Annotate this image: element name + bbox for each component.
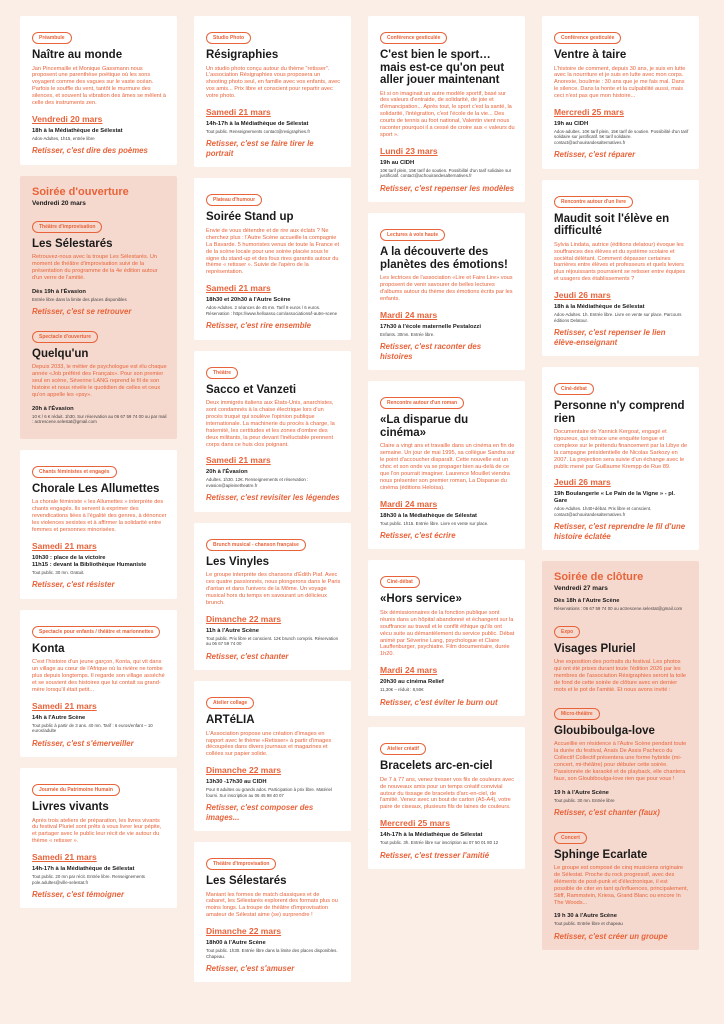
soiree-event (32, 215, 167, 317)
event-date: Mardi 24 mars (380, 665, 438, 676)
category-tag: Théâtre d'improvisation (206, 858, 276, 870)
category-tag: Atelier créatif (380, 743, 426, 755)
event-title: Les Sélestarés (206, 875, 287, 888)
event-slogan: Retisser, c'est reprendre le fil d'une histoire éclatée (554, 522, 686, 541)
soiree-info: Réservations : 06 67 59 74 00 ou actrescene.selestat@gmail.com (554, 606, 683, 612)
event-slogan: Retisser, c'est revisiter les légendes (206, 493, 340, 503)
category-tag: Ciné-débat (554, 383, 594, 395)
event-description: Documentaire de Yannick Kergoat, engagé et rigoureux, qui retrace une enquête longue et complexe sur le prétendu financement par la Libye de la campagne présidentielle de Nicolas Sarkozy en 2007. La projection sera suivie d'un échange avec le public mené par Guillaume Krempp de Rue 89. (554, 429, 688, 470)
event-slogan: Retisser, c'est raconter des histoires (380, 342, 482, 361)
event-card (368, 16, 525, 202)
event-description: Depuis 2033, le métier de psychologue est élu chaque année «Job préféré des Français». Pour son premier seul en scène, Séverine LANG reprend le fil de son histoire et nous révèle le quotidien de celles et ceux qu'on appelle les «psy». (32, 364, 167, 398)
event-info: Tout public. Renseignements contact@resigraphies.fr (206, 129, 311, 135)
event-slogan: Retisser, c'est chanter (206, 651, 289, 661)
category-tag: Rencontre autour d'un roman (380, 397, 464, 409)
event-slogan: Retisser, c'est repenser le lien élève-enseignant (554, 328, 666, 347)
soiree-event (554, 620, 689, 694)
event-title: Chorale Les Allumettes (32, 482, 160, 495)
category-tag: Spectacle d'ouverture (32, 331, 98, 343)
event-slogan: Retisser, c'est s'émerveiller (32, 738, 134, 748)
event-date: Samedi 21 mars (206, 283, 271, 294)
soiree-event (554, 826, 689, 942)
event-date: Samedi 21 mars (206, 107, 271, 118)
event-description: Et si on imaginait un autre modèle sportif, basé sur des valeurs d'entraide, de solidarité, de joie et d'émancipation... Après tout, le sport c'est la santé, la solidarité, l'intégration, c'est l'école de la vie... Des courts de tennis au foot national, Valentin vient nous raconter pourquoi il a cessé de croire aux « valeurs du sport ». (380, 90, 515, 138)
event-slogan: Retisser, c'est dire des poèmes (32, 146, 148, 156)
event-slogan: Retisser, c'est créer un groupe (554, 931, 668, 941)
event-info: 10 € / 6 € réduit. 1h30. Sur réservation au 06 67 59 74 00 ou par mail : actrescene.selestat@gmail.com (32, 413, 167, 425)
event-slogan: Retisser, c'est témoigner (32, 889, 124, 899)
event-description: L'histoire de comment, depuis 30 ans, je suis en lutte avec la nourriture et je suis en lutte avec mon corps. Anorexie, boulimie : 30 ans que je me fais mal. Dans le silence. Dans la honte et la culpabilité aussi, mais ceci n'est pas que mon histoire... (554, 65, 686, 100)
event-description: Claire a vingt ans et travaille dans un cinéma en fin de semaine. Un jour de mai 1995, sa collègue Sandra sur le point d'accoucher disparaît. Cette nouvelle est un choc et son onde va se propager bien au-delà de ce que l'on pourrait imaginer. Laurence Mouillet viendra nous présenter son premier roman, La Disparue du cinéma (éditions Heloïsa). (380, 443, 515, 491)
event-description: Six démissionnaires de la fonction publique sont réunis dans un hôpital abandonné et échangent sur la souffrance au travail et le conflit éthique qu'ils ont vécu suite au démantèlement du service public. Débat animé par Séverine Lang, psychologue et Claire Lauffenburger, psychiatre. Film documentaire, durée 1h20. (380, 609, 515, 658)
category-tag: Studio Photo (206, 32, 251, 44)
event-info: Tout public. 3h. Entrée libre sur inscription au 07 50 01 80 12 (380, 840, 499, 846)
event-time: 18h00 à l'Autre Scène (206, 940, 266, 947)
event-time: 14h-17h à la Médiathèque de Sélestat (32, 866, 135, 873)
event-date: Samedi 21 mars (32, 700, 97, 711)
event-slogan: Retisser, c'est chanter (faux) (554, 808, 660, 818)
event-info: Ados-Adultes. 1h40+débat. Prix libre et conscient. contact@achouirandesalternatives.fr (554, 506, 652, 517)
event-slogan: Retisser, c'est tresser l'amitié (380, 850, 490, 860)
event-card (368, 727, 525, 869)
event-slogan: Retisser, c'est se retrouver (32, 307, 132, 317)
event-time: 14h-17h à la Médiathèque de Sélestat (206, 121, 309, 128)
event-card (194, 178, 351, 339)
event-title: Les Vinyles (206, 555, 270, 568)
event-slogan: Retisser, c'est rire ensemble (206, 321, 312, 331)
event-time: 18h à la Médiathèque de Sélestat (32, 127, 123, 134)
column-3 (368, 16, 525, 880)
soiree-date: Vendredi 20 mars (32, 199, 86, 207)
category-tag: Théâtre (206, 367, 238, 379)
event-slogan: Retisser, c'est écrire (380, 530, 456, 540)
event-description: Envie de vous détendre et de rire aux éclats ? Ne cherchez plus : l'Autre Scène accueille la compagnie La Bavarde. 5 humoristes venus de toute la France et de la scène locale pour une soirée placée sous le signe du stand-up et des fous rires garantis autour du thème « retisser ». Suivie de l'apéro de la représentation. (206, 227, 340, 276)
event-description: Les lectrices de l'association «Lire et Faire Lire» vous proposent de venir savourer de belles lectures d'albums autour du thème des émotions écrits par les enfants. (380, 275, 513, 302)
event-description: Après trois ateliers de préparation, les livres vivants du festival Pluriel sont prêts à vous livrer leur pépite, et partager avec le public leur récit de vie autour du thème « retisser ». (32, 817, 162, 845)
event-description: Un studio photo conçu autour du thème "retisser". L'association Résigraphies vous proposera un shooting photo seul, en famille avec vos enfants, avec vos amis... Prix libre et conscient pour repartir avec votre photo. (206, 65, 341, 100)
event-description: La chorale féministe « les Allumettes » interprète des chants engagés. Ils servent à exprimer des revendications liées à l'égalité des genres, à dénoncer les violences sexistes et à affirmer la solidarité entre femmes et personnes minorisées. (32, 499, 167, 533)
event-time: 18h30 à la Médiathèque de Sélestat (380, 512, 477, 519)
event-card (194, 842, 351, 982)
event-title: ARTéLIA (206, 714, 255, 727)
event-info: Tout public. Prix libre et conscient. 12€ brunch compris. Réservation au 06 67 59 74 00 (206, 635, 339, 647)
event-date: Jeudi 26 mars (554, 290, 611, 301)
event-info: Tout public. 30 mn. Entrée libre (554, 797, 615, 803)
event-time: 14h-17h à la Médiathèque de Sélestat (380, 832, 483, 839)
column-2 (194, 16, 351, 993)
event-title: Sacco et Vanzeti (206, 383, 297, 396)
event-description: Retrouvez-nous avec la troupe Les Sélestarés. Un moment de théâtre d'improvisation suivi de la présentation du programme de la 4e édition autour d'un verre de l'amitié. (32, 254, 158, 282)
event-time: 19 h à l'Autre Scène (554, 789, 609, 796)
event-info: Tout public. 1h15. Entrée libre. Livre en vente sur place. (380, 520, 489, 526)
category-tag: Expo (554, 626, 580, 638)
event-title: Ventre à taire (554, 49, 627, 61)
event-title: Les Sélestarés (32, 237, 113, 250)
event-card (542, 180, 699, 356)
event-card (20, 450, 177, 599)
event-card (20, 16, 177, 165)
event-description: Deux immigrés italiens aux États-Unis, anarchistes, sont condamnés à la chaise électrique lors d'un procès truqué qui soulève l'opinion publique internationale. La machinerie du procès à charge, la fraternité, les certitudes et les zones d'ombre des deux militants, la peur devant l'inéluctable prennent corps dans ce huis clos poignant. (206, 400, 335, 448)
event-date: Jeudi 26 mars (554, 477, 611, 488)
soiree-card (20, 176, 177, 439)
event-card (20, 768, 177, 908)
event-card (20, 610, 177, 757)
event-title: Livres vivants (32, 801, 109, 813)
event-time: 17h30 à l'école maternelle Pestalozzi (380, 323, 481, 330)
category-tag: Conférence gesticulée (554, 32, 621, 44)
event-time: 19h Boulangerie « Le Pain de la Vigne » - pl. Gare (554, 491, 676, 505)
event-title: C'est bien le sport… mais est-ce qu'on peut aller jouer maintenant (380, 49, 505, 86)
event-time: 20h à l'Évasion (32, 405, 74, 412)
event-info: Ados-Adultes. 1h. Entrée libre. Livre en vente sur place. Parcours éditions Delatour. (554, 312, 682, 323)
event-title: Naître au monde (32, 49, 123, 61)
event-time: Dès 19h à l'Évasion (32, 288, 86, 295)
event-title: «La disparue du cinéma» (380, 414, 469, 439)
category-tag: Micro-théâtre (554, 708, 600, 720)
event-info: Adultes. 1h30. 12€. Renseignements et réservation : evasion@apleinetheatre.fr (206, 477, 309, 488)
event-title: A la découverte des planètes des émotions! (380, 246, 508, 271)
event-title: «Hors service» (380, 593, 462, 606)
soiree-event (32, 325, 167, 425)
event-card (368, 381, 525, 549)
event-date: Mardi 24 mars (380, 498, 438, 509)
event-info: Entrée libre dans la limite des places disponibles (32, 296, 127, 302)
category-tag: Brunch musical - chanson française (206, 539, 306, 551)
category-tag: Plateau d'humour (206, 194, 262, 206)
event-date: Samedi 21 mars (206, 455, 271, 466)
event-title: Résigraphies (206, 49, 279, 61)
event-time: 10h30 : place de la victoire 11h15 : devant la Bibliothèque Humaniste (32, 554, 147, 568)
event-date: Mercredi 25 mars (380, 818, 450, 829)
event-card (194, 681, 351, 831)
event-time: 19 h 30 à l'Autre Scène (554, 913, 617, 920)
event-time: 14h à l'Autre Scène (32, 714, 86, 721)
category-tag: Spectacle pour enfants / théâtre et marionnettes (32, 626, 160, 638)
category-tag: Théâtre d'improvisation (32, 221, 102, 233)
event-card (542, 16, 699, 169)
soiree-title: Soirée de clôture (554, 571, 644, 584)
category-tag: Préambule (32, 32, 72, 44)
soiree-card (542, 561, 699, 950)
event-card (368, 213, 525, 370)
event-description: Le groupe est composé de cinq musiciens originaire de Sélestat. Proche du rock progressif, avec des éléments de post-punk et d'électronique, il est possible de citer en tant qu'influences, principalement, Stiff, Rammstein, Kriesa, Grand Blanc ou encore In The Woods... (554, 865, 689, 906)
event-date: Samedi 21 mars (32, 852, 97, 863)
event-info: Ados-adultes. 10€ tarif plein, 15€ tarif de soutien. Possibilité d'un tarif solidaire sur justificatif. 5€ tarif solidaire. contact@achouirandesalternatives.fr (554, 129, 689, 145)
event-title: Soirée Stand up (206, 211, 294, 224)
event-slogan: Retisser, c'est se faire tirer le portrait (206, 139, 314, 158)
event-date: Lundi 23 mars (380, 145, 438, 156)
column-4 (542, 16, 699, 961)
category-tag: Chants féministes et engagés (32, 466, 117, 478)
event-slogan: Retisser, c'est repenser les modèles (380, 183, 515, 193)
event-description: Une exposition des portraits du festival. Les photos qui ont été prises durant toute l'édition 2026 par les membres de l'association Résigraphies seront la toile de fond de cette soirée de clôture avec en dernier mots et le pot de l'amitié. Et nous avons invité : (554, 659, 686, 693)
event-date: Dimanche 22 mars (206, 765, 282, 776)
event-info: Pour 8 adultes ou grands ados. Participation à prix libre. Matériel fourni. Sur inscription au 06 45 98 40 07 (206, 787, 332, 798)
event-slogan: Retisser, c'est réparer (554, 150, 636, 160)
category-tag: Atelier collage (206, 697, 254, 709)
event-card (542, 367, 699, 550)
event-slogan: Retisser, c'est éviter le burn out (380, 697, 498, 707)
category-tag: Rencontre autour d'un livre (554, 196, 633, 208)
event-slogan: Retisser, c'est résister (32, 580, 115, 590)
event-title: Sphinge Ecarlate (554, 848, 648, 861)
event-info: Tout public. 30 mn. Gratuit. (32, 569, 85, 575)
event-info: Ados-Adultes, 1h15, entrée libre (32, 135, 95, 141)
event-title: Visages Pluriel (554, 642, 636, 655)
event-title: Bracelets arc-en-ciel (380, 760, 493, 773)
event-time: 20h à l'Évasion (206, 469, 248, 476)
event-title: Konta (32, 642, 65, 655)
event-info: Tout public. 1h30. Entrée libre dans la limite des places disponibles. Chapeau. (206, 948, 338, 959)
column-1 (20, 16, 177, 919)
event-date: Vendredi 20 mars (32, 113, 103, 124)
event-time: 19h au CIDH (554, 121, 589, 128)
event-info: 10€ tarif plein, 15€ tarif de soutien. Possibilité d'un tarif solidaire sur justificatif. contact@achouirandesalternatives.fr (380, 167, 512, 179)
event-slogan: Retisser, c'est s'amuser (206, 963, 295, 973)
category-tag: Conférence gesticulée (380, 32, 447, 44)
category-tag: Concert (554, 832, 587, 844)
event-description: Maniant les formes de match classiques et de cabaret, les Sélestarés explorent des formats plus ou moins longs. La troupe de théâtre d'improvisation amateur de Sélestat aime (se) surprendre ! (206, 891, 338, 919)
event-info: Ados-Adultes. 2 séances de 45 mn. Tarif 8 euros / 6 euros. Réservation : https://www.helloasso.com/associations/l-autre-scene (206, 305, 338, 316)
event-time: 18h à la Médiathèque de Sélestat (554, 304, 645, 311)
event-time: 19h au CIDH (380, 159, 415, 166)
event-description: Jan Pincemaille et Monique Gassmann nous proposent une parenthèse poétique où les sons voyagent comme des vagues sur le vaste océan. Parfois le souffle du vent, tantôt le murmure des silences, et souvent la vibration des âmes se mêlent à celle des instruments zen. (32, 65, 167, 107)
event-description: Sylvia Lindata, autrice (éditions delatour) évoque les souffrances des élèves et du système scolaire et sociétal délétant. Comment dépasser certaines barrières entre élèves et professeurs et quels leviers plus réjouissants pourraient se retisser entre équipes et usagers des établissements ? (554, 241, 686, 283)
soiree-date: Vendredi 27 mars (554, 585, 608, 593)
event-date: Mardi 24 mars (380, 309, 438, 320)
event-time: 13h30 -17h30 au CIDH (206, 779, 267, 786)
event-time: 20h30 au cinéma Relief (380, 679, 444, 686)
event-date: Dimanche 22 mars (206, 926, 282, 937)
event-time: 11h à l'Autre Scène (206, 627, 259, 634)
event-time: 18h30 et 20h30 à l'Autre Scène (206, 297, 291, 304)
soiree-event (554, 702, 689, 818)
category-tag: Ciné-débat (380, 576, 420, 588)
event-date: Samedi 21 mars (32, 540, 97, 551)
event-date: Mercredi 25 mars (554, 107, 624, 118)
event-title: Gloubiboulga-love (554, 724, 655, 737)
event-card (194, 16, 351, 167)
event-slogan: Retisser, c'est composer des images... (206, 803, 314, 822)
event-description: Accueillie en résidence à l'Autre Scène pendant toute la durée du festival, Anaïs De Assis Pacheco du Collectif Collectif présentera une forme hybride (mi-concert, mi-théâtre) pour débuter cette soirée. Passionnée de karaoké et de playback, elle chantera faux, son Gloubiboulga-love rien que pour vous ! (554, 741, 687, 782)
event-card (194, 351, 351, 512)
event-description: Le groupe interprète des chansons d'Édith Piaf. Avec ces quatre passionnés, nous plongerons dans le Paris d'antan et dans l'univers de la Môme. Un voyage musical hors du temps en savourant un délicieux brunch. (206, 572, 341, 606)
event-info: 11,30€ – réduit : 8,50€ (380, 687, 424, 693)
event-info: Tout public. Entrée libre et chapeau (554, 921, 623, 927)
category-tag: Journée du Patrimoine Humain (32, 784, 120, 796)
event-date: Dimanche 22 mars (206, 613, 282, 624)
event-description: C'est l'histoire d'un jeune garçon, Konta, qui vit dans un village au cœur de l'Afrique où la rivière ne tombe plus depuis longtemps. Il regarde son village asséché et se souvient des histoires que lui contait sa grand-mère lorsqu'il était petit... (32, 659, 165, 693)
event-card (368, 560, 525, 716)
event-info: Enfants. 30mn. Entrée libre. (380, 331, 435, 337)
event-info: Tout public. 20 mn par récit. Entrée libre. Renseignements pole.adultes@ville-selestat.fr (32, 874, 145, 885)
event-info: Tout public à partir de 3 ans. 40 mn. Tarif : 6 euros/enfant – 10 euros/adulte (32, 722, 153, 734)
event-title: Quelqu'un (32, 347, 89, 360)
soiree-title: Soirée d'ouverture (32, 185, 129, 198)
soiree-time: Dès 18h à l'Autre Scène (554, 598, 620, 605)
event-card (194, 523, 351, 670)
event-description: De 7 à 77 ans, venez tresser vos fils de couleurs avec de nouveaux amis pour un temps créatif convivial autour du tissage de bracelets d'arc-en-ciel, de l'amitié. Venez avec un bout de carton (A5-A4), votre paire de ciseaux, plusieurs fils de laines de couleurs. (380, 776, 515, 811)
category-tag: Lectures à voix haute (380, 229, 445, 241)
event-title: Maudit soit l'élève en difficulté (554, 212, 670, 238)
event-title: Personne n'y comprend rien (554, 400, 685, 425)
event-description: L'Association propose une création d'images en rapport avec le thème «Retisser» à partir d'images découpées dans divers journaux et magazines et collées sur papier solide. (206, 730, 332, 758)
